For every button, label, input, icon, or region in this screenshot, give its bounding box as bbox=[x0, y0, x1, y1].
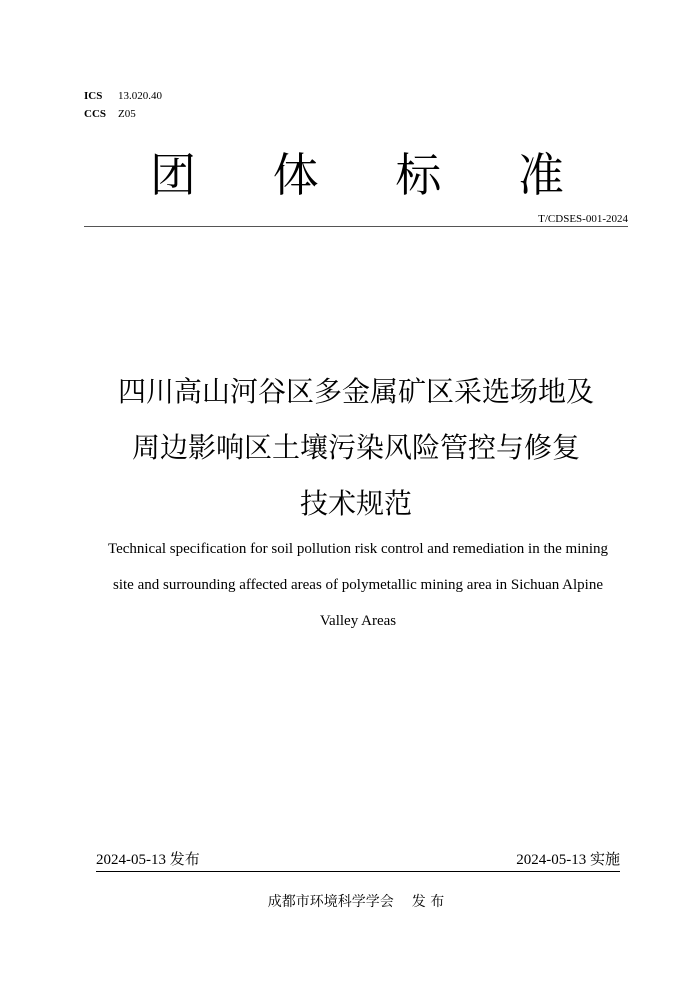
header-divider bbox=[84, 226, 628, 227]
ics-label: ICS bbox=[84, 90, 103, 102]
ics-row bbox=[84, 87, 162, 105]
publisher bbox=[84, 891, 628, 913]
english-title-line-2: site and surrounding affected areas of polymetallic mining area in Sichuan Alpine bbox=[113, 577, 603, 593]
chinese-title-line-2: 周边影响区土壤污染风险管控与修复 bbox=[131, 431, 580, 464]
publisher-action: 发 布 bbox=[411, 894, 445, 910]
publish-date: 2024-05-13 发布 bbox=[96, 852, 200, 868]
ccs-value: Z05 bbox=[118, 108, 136, 120]
english-title-line-3: Valley Areas bbox=[319, 613, 397, 629]
classification-codes bbox=[84, 87, 162, 123]
heading-char-2: 体 bbox=[272, 148, 319, 202]
english-title bbox=[60, 531, 656, 639]
heading-char-1: 团 bbox=[150, 148, 196, 202]
standard-number: T/CDSES-001-2024 bbox=[538, 213, 628, 225]
implement-date: 2024-05-13 实施 bbox=[516, 852, 620, 868]
document-type-heading bbox=[84, 145, 628, 205]
heading-char-4: 准 bbox=[517, 148, 564, 202]
chinese-title bbox=[84, 364, 628, 532]
ics-value: 13.020.40 bbox=[118, 90, 162, 102]
dates-row bbox=[96, 849, 620, 872]
heading-char-3: 标 bbox=[395, 148, 442, 202]
publisher-name: 成都市环境科学学会 bbox=[267, 894, 394, 910]
ccs-row bbox=[84, 105, 162, 123]
chinese-title-line-3: 技术规范 bbox=[299, 487, 412, 520]
english-title-line-1: Technical specification for soil pollution risk control and remediation in the mining bbox=[107, 541, 609, 557]
chinese-title-line-1: 四川高山河谷区多金属矿区采选场地及 bbox=[117, 375, 594, 408]
ccs-label: CCS bbox=[84, 108, 107, 120]
